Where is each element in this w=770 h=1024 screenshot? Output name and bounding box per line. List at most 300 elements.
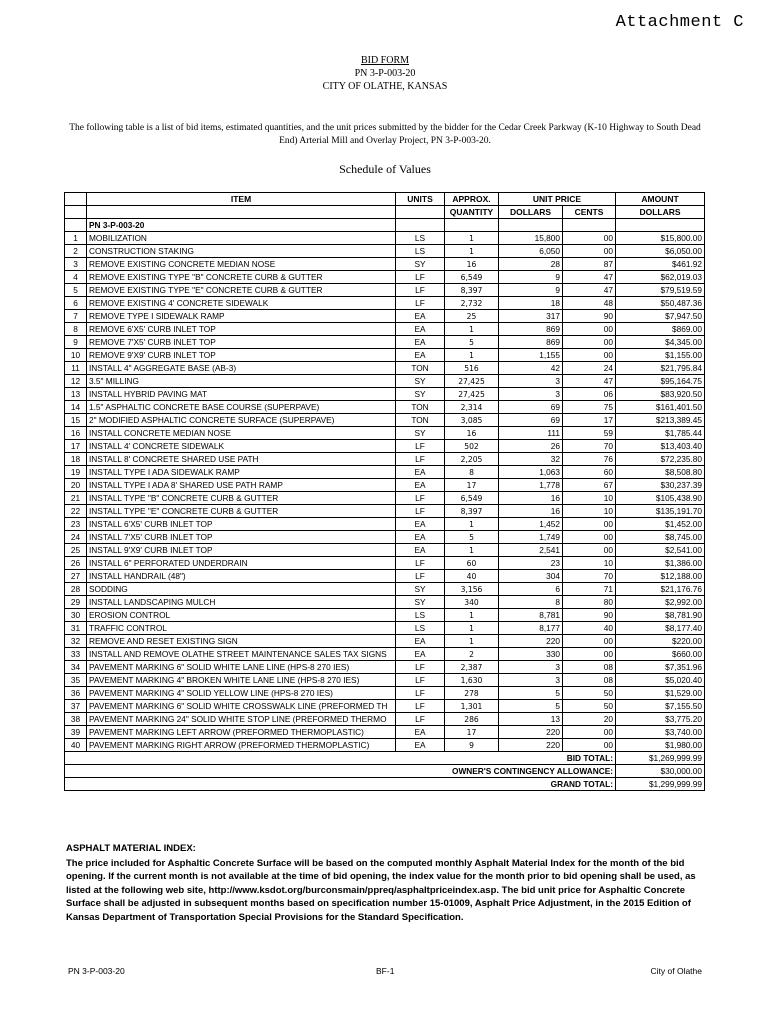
item-quantity: 25 [445,310,499,323]
item-description: REMOVE EXISTING TYPE "B" CONCRETE CURB & GUTTER [87,271,396,284]
section-label: PN 3-P-003-20 [87,219,396,232]
item-number: 4 [65,271,87,284]
item-unit-dollars: 69 [499,401,563,414]
item-unit-cents: 48 [563,297,616,310]
item-description: CONSTRUCTION STAKING [87,245,396,258]
item-quantity: 6,549 [445,271,499,284]
item-number: 20 [65,479,87,492]
total-value: $30,000.00 [616,765,705,778]
item-amount: $660.00 [616,648,705,661]
item-quantity: 2,314 [445,401,499,414]
item-units: SY [396,375,445,388]
item-number: 10 [65,349,87,362]
table-row [65,635,705,648]
section-row [65,219,705,232]
item-number: 16 [65,427,87,440]
item-number: 11 [65,362,87,375]
item-amount: $21,795.84 [616,362,705,375]
item-number: 19 [65,466,87,479]
item-unit-cents: 08 [563,661,616,674]
item-units: LF [396,570,445,583]
item-quantity: 16 [445,427,499,440]
item-unit-dollars: 8,177 [499,622,563,635]
item-description: INSTALL LANDSCAPING MULCH [87,596,396,609]
header-units: UNITS [396,193,445,206]
item-units: LS [396,622,445,635]
item-amount: $3,740.00 [616,726,705,739]
item-number: 31 [65,622,87,635]
table-row [65,505,705,518]
item-unit-cents: 47 [563,271,616,284]
item-amount: $105,438.90 [616,492,705,505]
item-number: 39 [65,726,87,739]
item-unit-dollars: 28 [499,258,563,271]
item-quantity: 60 [445,557,499,570]
item-amount: $1,452.00 [616,518,705,531]
item-units: EA [396,726,445,739]
table-row [65,349,705,362]
item-units: TON [396,414,445,427]
item-number: 30 [65,609,87,622]
item-unit-cents: 59 [563,427,616,440]
total-row [65,778,705,791]
item-quantity: 1 [445,518,499,531]
item-quantity: 1 [445,245,499,258]
total-value: $1,299,999.99 [616,778,705,791]
item-quantity: 286 [445,713,499,726]
item-unit-dollars: 26 [499,440,563,453]
table-row [65,427,705,440]
item-units: SY [396,596,445,609]
item-description: INSTALL HYBRID PAVING MAT [87,388,396,401]
item-unit-dollars: 1,063 [499,466,563,479]
item-units: SY [396,583,445,596]
item-unit-dollars: 220 [499,635,563,648]
item-amount: $5,020.40 [616,674,705,687]
item-unit-cents: 24 [563,362,616,375]
header-quantity: QUANTITY [445,206,499,219]
item-units: TON [396,362,445,375]
item-amount: $50,487.36 [616,297,705,310]
item-amount: $2,541.00 [616,544,705,557]
item-quantity: 5 [445,531,499,544]
item-units: EA [396,323,445,336]
table-row [65,336,705,349]
item-quantity: 8,397 [445,505,499,518]
item-unit-cents: 10 [563,492,616,505]
table-row [65,232,705,245]
asphalt-title: ASPHALT MATERIAL INDEX: [66,843,196,854]
header-row-1 [65,193,705,206]
item-unit-cents: 76 [563,453,616,466]
item-amount: $1,529.00 [616,687,705,700]
header-amount-dollars: DOLLARS [616,206,705,219]
header-cents: CENTS [563,206,616,219]
header-title: BID FORM [360,55,410,66]
item-number: 17 [65,440,87,453]
item-units: EA [396,310,445,323]
table-row [65,310,705,323]
item-number: 37 [65,700,87,713]
table-row [65,466,705,479]
item-number: 34 [65,661,87,674]
item-units: EA [396,531,445,544]
item-unit-cents: 10 [563,505,616,518]
item-number: 33 [65,648,87,661]
item-amount: $8,781.90 [616,609,705,622]
item-number: 23 [65,518,87,531]
item-quantity: 3,085 [445,414,499,427]
item-units: LS [396,609,445,622]
item-description: INSTALL 6" PERFORATED UNDERDRAIN [87,557,396,570]
item-quantity: 3,156 [445,583,499,596]
item-units: LF [396,713,445,726]
item-quantity: 1 [445,232,499,245]
asphalt-text: The price included for Asphaltic Concrete Surface will be based on the computed monthly Asphalt Material Index for the month of the bid opening. If the current month is not available at the time of bid opening, the index value for the month prior to bid opening shall be used, as listed at the following web site, http://www.ksdot.org/burconsmain/ppreq/asphaltpriceindex.asp. The bid unit price for Asphaltic Concrete Surface shall be adjusted in subsequent months based on specification number 15-01009, Asphalt Price Adjustment, in the 2015 Edition of Kansas Department of Transportation Special Provisions for the Standard Specification. [66,857,696,923]
item-number: 27 [65,570,87,583]
table-row [65,726,705,739]
item-description: REMOVE AND RESET EXISTING SIGN [87,635,396,648]
table-row [65,661,705,674]
item-unit-dollars: 16 [499,505,563,518]
item-unit-dollars: 220 [499,726,563,739]
table-row [65,622,705,635]
item-amount: $72,235.80 [616,453,705,466]
item-unit-cents: 40 [563,622,616,635]
item-units: LF [396,284,445,297]
item-amount: $15,800.00 [616,232,705,245]
table-row [65,492,705,505]
item-unit-dollars: 32 [499,453,563,466]
item-description: REMOVE EXISTING CONCRETE MEDIAN NOSE [87,258,396,271]
header-approx: APPROX. [445,193,499,206]
item-units: EA [396,336,445,349]
item-unit-dollars: 1,778 [499,479,563,492]
item-units: LF [396,687,445,700]
item-unit-cents: 67 [563,479,616,492]
item-unit-dollars: 6 [499,583,563,596]
item-units: LF [396,674,445,687]
item-amount: $62,019.03 [616,271,705,284]
item-amount: $135,191.70 [616,505,705,518]
item-quantity: 340 [445,596,499,609]
item-amount: $83,920.50 [616,388,705,401]
table-row [65,271,705,284]
item-amount: $6,050.00 [616,245,705,258]
item-unit-dollars: 8 [499,596,563,609]
item-unit-dollars: 1,749 [499,531,563,544]
item-description: INSTALL 4" AGGREGATE BASE (AB-3) [87,362,396,375]
item-number: 32 [65,635,87,648]
item-units: LF [396,271,445,284]
item-amount: $8,508.80 [616,466,705,479]
table-row [65,453,705,466]
item-description: INSTALL 6'X5' CURB INLET TOP [87,518,396,531]
item-unit-dollars: 3 [499,388,563,401]
item-number: 26 [65,557,87,570]
item-amount: $30,237.39 [616,479,705,492]
item-quantity: 17 [445,726,499,739]
item-unit-dollars: 8,781 [499,609,563,622]
item-description: INSTALL CONCRETE MEDIAN NOSE [87,427,396,440]
table-row [65,401,705,414]
table-row [65,713,705,726]
item-number: 3 [65,258,87,271]
item-unit-dollars: 69 [499,414,563,427]
item-description: INSTALL 9'X9' CURB INLET TOP [87,544,396,557]
item-description: PAVEMENT MARKING 4" SOLID YELLOW LINE (HPS-8 270 IES) [87,687,396,700]
table-row [65,362,705,375]
item-unit-dollars: 9 [499,284,563,297]
item-quantity: 40 [445,570,499,583]
item-unit-dollars: 15,800 [499,232,563,245]
item-quantity: 2,205 [445,453,499,466]
item-number: 35 [65,674,87,687]
item-units: LF [396,505,445,518]
item-number: 24 [65,531,87,544]
item-unit-cents: 47 [563,375,616,388]
footer-center: BF-1 [376,966,395,976]
item-number: 8 [65,323,87,336]
table-row [65,375,705,388]
total-row [65,752,705,765]
item-number: 15 [65,414,87,427]
table-row [65,700,705,713]
table-row [65,258,705,271]
item-number: 36 [65,687,87,700]
table-row [65,596,705,609]
item-amount: $8,745.00 [616,531,705,544]
item-amount: $7,351.96 [616,661,705,674]
item-quantity: 8 [445,466,499,479]
item-quantity: 5 [445,336,499,349]
item-amount: $213,389.45 [616,414,705,427]
item-description: INSTALL TYPE "B" CONCRETE CURB & GUTTER [87,492,396,505]
item-units: LF [396,557,445,570]
item-unit-cents: 90 [563,609,616,622]
item-amount: $12,188.00 [616,570,705,583]
asphalt-index-section [66,842,716,925]
item-description: 3.5" MILLING [87,375,396,388]
item-quantity: 1,630 [445,674,499,687]
item-units: EA [396,635,445,648]
item-amount: $161,401.50 [616,401,705,414]
item-amount: $1,155.00 [616,349,705,362]
item-units: SY [396,258,445,271]
item-unit-cents: 00 [563,336,616,349]
item-units: LF [396,700,445,713]
footer-left: PN 3-P-003-20 [68,966,125,976]
item-unit-dollars: 42 [499,362,563,375]
item-amount: $4,345.00 [616,336,705,349]
item-unit-dollars: 3 [499,375,563,388]
table-row [65,323,705,336]
item-units: EA [396,479,445,492]
item-amount: $8,177.40 [616,622,705,635]
item-units: EA [396,518,445,531]
item-quantity: 1 [445,323,499,336]
item-amount: $869.00 [616,323,705,336]
item-amount: $2,992.00 [616,596,705,609]
item-unit-dollars: 16 [499,492,563,505]
item-amount: $13,403.40 [616,440,705,453]
item-number: 13 [65,388,87,401]
item-description: PAVEMENT MARKING LEFT ARROW (PREFORMED THERMOPLASTIC) [87,726,396,739]
item-amount: $95,164.75 [616,375,705,388]
item-unit-dollars: 869 [499,323,563,336]
item-description: 1.5" ASPHALTIC CONCRETE BASE COURSE (SUPERPAVE) [87,401,396,414]
item-units: SY [396,427,445,440]
header-item: ITEM [87,193,396,206]
item-description: INSTALL 4' CONCRETE SIDEWALK [87,440,396,453]
item-unit-cents: 00 [563,726,616,739]
item-unit-cents: 00 [563,739,616,752]
item-quantity: 6,549 [445,492,499,505]
item-unit-dollars: 3 [499,674,563,687]
item-number: 29 [65,596,87,609]
item-unit-dollars: 330 [499,648,563,661]
table-row [65,609,705,622]
item-amount: $1,386.00 [616,557,705,570]
item-quantity: 2 [445,648,499,661]
item-unit-cents: 70 [563,440,616,453]
header-amount: AMOUNT [616,193,705,206]
item-unit-cents: 00 [563,518,616,531]
item-quantity: 516 [445,362,499,375]
header-city: CITY OF OLATHE, KANSAS [322,81,448,92]
total-label: OWNER'S CONTINGENCY ALLOWANCE: [65,765,616,778]
item-unit-cents: 00 [563,323,616,336]
item-units: EA [396,648,445,661]
item-units: LF [396,297,445,310]
item-number: 1 [65,232,87,245]
item-number: 18 [65,453,87,466]
item-unit-dollars: 6,050 [499,245,563,258]
item-unit-dollars: 220 [499,739,563,752]
item-description: SODDING [87,583,396,596]
item-number: 25 [65,544,87,557]
item-unit-cents: 00 [563,531,616,544]
item-number: 7 [65,310,87,323]
item-units: SY [396,388,445,401]
table-row [65,648,705,661]
item-unit-cents: 00 [563,544,616,557]
item-unit-dollars: 5 [499,687,563,700]
item-units: EA [396,466,445,479]
table-row [65,388,705,401]
footer-right: City of Olathe [650,966,702,976]
item-units: TON [396,401,445,414]
item-units: LF [396,661,445,674]
item-units: LS [396,245,445,258]
item-quantity: 17 [445,479,499,492]
item-number: 9 [65,336,87,349]
item-unit-cents: 50 [563,687,616,700]
item-description: REMOVE 7'X5' CURB INLET TOP [87,336,396,349]
item-description: INSTALL AND REMOVE OLATHE STREET MAINTENANCE SALES TAX SIGNS [87,648,396,661]
item-unit-cents: 00 [563,648,616,661]
item-number: 40 [65,739,87,752]
item-quantity: 1 [445,609,499,622]
item-unit-cents: 00 [563,245,616,258]
item-amount: $220.00 [616,635,705,648]
total-label: GRAND TOTAL: [65,778,616,791]
item-amount: $7,155.50 [616,700,705,713]
item-unit-dollars: 111 [499,427,563,440]
item-unit-dollars: 304 [499,570,563,583]
item-description: INSTALL 7'X5' CURB INLET TOP [87,531,396,544]
item-quantity: 502 [445,440,499,453]
item-description: PAVEMENT MARKING RIGHT ARROW (PREFORMED THERMOPLASTIC) [87,739,396,752]
item-unit-dollars: 18 [499,297,563,310]
item-description: REMOVE 9'X9' CURB INLET TOP [87,349,396,362]
table-row [65,583,705,596]
item-description: REMOVE 6'X5' CURB INLET TOP [87,323,396,336]
item-unit-dollars: 1,452 [499,518,563,531]
table-row [65,440,705,453]
item-description: PAVEMENT MARKING 6" SOLID WHITE CROSSWALK LINE (PREFORMED TH [87,700,396,713]
item-quantity: 1,301 [445,700,499,713]
item-unit-cents: 00 [563,232,616,245]
item-unit-cents: 87 [563,258,616,271]
item-description: INSTALL HANDRAIL (48") [87,570,396,583]
item-number: 14 [65,401,87,414]
item-description: PAVEMENT MARKING 6" SOLID WHITE LANE LINE (HPS-8 270 IES) [87,661,396,674]
table-row [65,518,705,531]
total-label: BID TOTAL: [65,752,616,765]
item-unit-dollars: 9 [499,271,563,284]
item-description: INSTALL TYPE I ADA SIDEWALK RAMP [87,466,396,479]
table-row [65,531,705,544]
item-units: EA [396,739,445,752]
item-quantity: 27,425 [445,375,499,388]
table-row [65,570,705,583]
table-row [65,739,705,752]
item-description: 2" MODIFIED ASPHALTIC CONCRETE SURFACE (SUPERPAVE) [87,414,396,427]
header-unit-price: UNIT PRICE [499,193,616,206]
item-description: PAVEMENT MARKING 4" BROKEN WHITE LANE LINE (HPS-8 270 IES) [87,674,396,687]
table-row [65,557,705,570]
item-number: 21 [65,492,87,505]
item-unit-cents: 70 [563,570,616,583]
total-value: $1,269,999.99 [616,752,705,765]
item-description: REMOVE EXISTING TYPE "E" CONCRETE CURB & GUTTER [87,284,396,297]
item-units: LS [396,232,445,245]
item-amount: $1,785.44 [616,427,705,440]
item-number: 28 [65,583,87,596]
item-description: INSTALL TYPE I ADA 8' SHARED USE PATH RAMP [87,479,396,492]
item-unit-dollars: 869 [499,336,563,349]
item-number: 22 [65,505,87,518]
item-number: 5 [65,284,87,297]
item-unit-dollars: 13 [499,713,563,726]
item-unit-cents: 00 [563,635,616,648]
item-unit-cents: 50 [563,700,616,713]
item-quantity: 9 [445,739,499,752]
item-units: EA [396,544,445,557]
intro-paragraph: The following table is a list of bid items, estimated quantities, and the unit prices submitted by the bidder for the Cedar Creek Parkway (K-10 Highway to South Dead End) Arterial Mill and Overlay Project, PN 3-P-003-20. [69,123,701,146]
item-amount: $461.92 [616,258,705,271]
table-row [65,479,705,492]
item-unit-cents: 75 [563,401,616,414]
item-quantity: 1 [445,544,499,557]
item-description: REMOVE TYPE I SIDEWALK RAMP [87,310,396,323]
item-unit-cents: 08 [563,674,616,687]
item-unit-cents: 47 [563,284,616,297]
item-units: LF [396,453,445,466]
total-row [65,765,705,778]
item-units: LF [396,440,445,453]
